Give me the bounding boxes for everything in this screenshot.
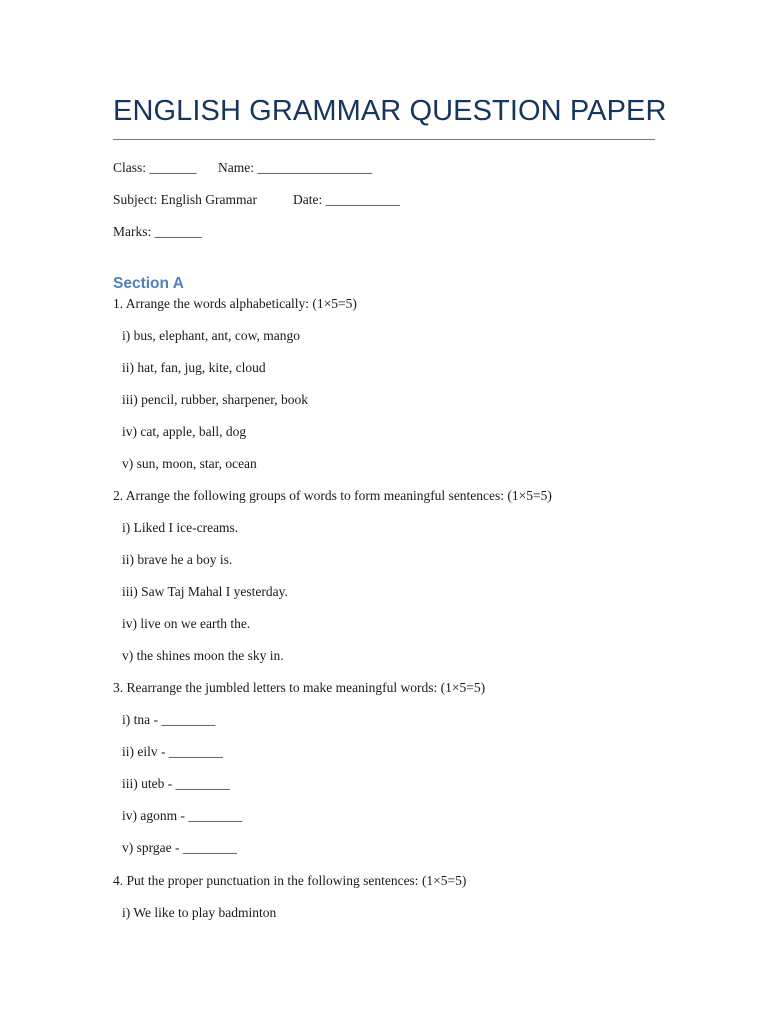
question-item: ii) hat, fan, jug, kite, cloud	[122, 360, 266, 375]
class-field: Class: _______	[113, 160, 197, 175]
question-item: ii) eilv - ________	[122, 744, 223, 759]
question-text: 1. Arrange the words alphabetically: (1×5=5)	[113, 296, 357, 311]
question-item: v) sprgae - ________	[122, 840, 237, 855]
question-text: 4. Put the proper punctuation in the following sentences: (1×5=5)	[113, 873, 467, 888]
name-field: Name: _________________	[218, 160, 373, 175]
question-item: i) We like to play badminton	[122, 905, 277, 920]
question-text: 2. Arrange the following groups of words to form meaningful sentences: (1×5=5)	[113, 488, 552, 503]
question-item: iii) pencil, rubber, sharpener, book	[122, 392, 308, 407]
subject-field: Subject: English Grammar	[113, 192, 257, 207]
page-title: ENGLISH GRAMMAR QUESTION PAPER	[113, 95, 667, 127]
question-item: v) the shines moon the sky in.	[122, 648, 284, 663]
marks-field: Marks: _______	[113, 224, 202, 239]
question-item: iv) agonm - ________	[122, 808, 243, 823]
question-item: v) sun, moon, star, ocean	[122, 456, 257, 471]
question-item: iv) cat, apple, ball, dog	[122, 424, 247, 439]
question-item: i) bus, elephant, ant, cow, mango	[122, 328, 300, 343]
section-heading: Section A	[113, 275, 184, 292]
title-underline	[113, 139, 655, 140]
question-item: i) tna - ________	[122, 712, 216, 727]
question-item: iii) Saw Taj Mahal I yesterday.	[122, 584, 288, 599]
question-item: iii) uteb - ________	[122, 776, 230, 791]
question-item: ii) brave he a boy is.	[122, 552, 233, 567]
question-item: iv) live on we earth the.	[122, 616, 251, 631]
question-item: i) Liked I ice-creams.	[122, 520, 239, 535]
question-text: 3. Rearrange the jumbled letters to make meaningful words: (1×5=5)	[113, 680, 486, 695]
date-field: Date: ___________	[293, 192, 400, 207]
